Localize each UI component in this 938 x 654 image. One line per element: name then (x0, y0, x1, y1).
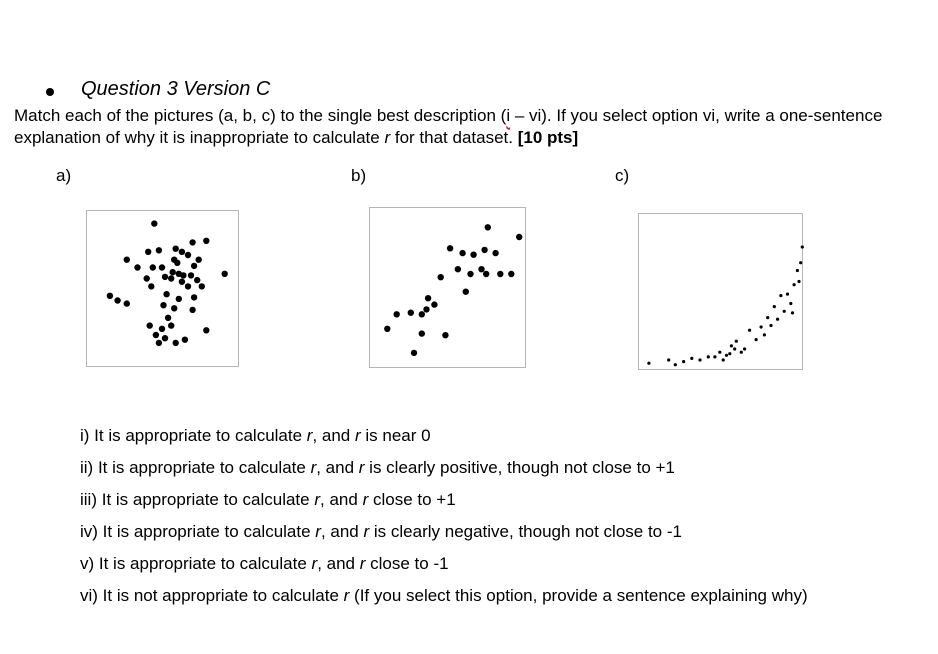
scatter-point (145, 249, 151, 255)
scatter-point (173, 340, 179, 346)
scatter-point (203, 238, 209, 244)
plot-c-label: c) (615, 166, 630, 185)
option-r: r (306, 426, 313, 445)
scatter-point (156, 247, 162, 253)
scatter-point (483, 271, 489, 277)
scatter-point (203, 327, 209, 333)
option-v (80, 552, 808, 584)
scatter-point (786, 293, 789, 296)
scatter-point (467, 271, 473, 277)
question-title: Question 3 Version C (81, 78, 271, 100)
scatter-point (199, 283, 205, 289)
scatter-point (182, 337, 188, 343)
option-i (80, 424, 808, 456)
instructions (14, 105, 914, 149)
scatter-point (713, 355, 716, 358)
option-text: close to -1 (365, 554, 449, 573)
scatter-point (144, 275, 150, 281)
bullet-point (46, 88, 54, 96)
scatter-point (508, 271, 514, 277)
scatter-point (791, 311, 794, 314)
scatter-point (485, 224, 491, 230)
scatter-point (185, 283, 191, 289)
scatter-point (755, 338, 758, 341)
scatter-point (419, 330, 425, 336)
scatter-point (168, 275, 174, 281)
scatter-point (153, 332, 159, 338)
option-iv (80, 520, 808, 552)
scatter-point (168, 322, 174, 328)
option-text: , and (320, 522, 364, 541)
scatter-point (730, 344, 733, 347)
scatter-point (438, 274, 444, 280)
scatter-point (423, 306, 429, 312)
scatter-point (779, 294, 782, 297)
scatter-point (196, 257, 202, 263)
scatter-point (188, 272, 194, 278)
option-text: vi) It is not appropriate to calculate (80, 586, 344, 605)
scatter-point (667, 358, 670, 361)
scatter-point (165, 315, 171, 321)
scatter-point (151, 220, 157, 226)
scatter-point (162, 274, 168, 280)
scatter-point (191, 263, 197, 269)
option-iii (80, 488, 808, 520)
option-text: close to +1 (368, 490, 456, 509)
scatter-point (107, 293, 113, 299)
plot-a-label: a) (56, 166, 72, 185)
instructions-roman-i: i (506, 106, 511, 125)
scatter-point (690, 357, 693, 360)
scatter-point (408, 310, 414, 316)
scatter-point (735, 340, 738, 343)
option-ii (80, 456, 808, 488)
scatter-point (773, 305, 776, 308)
option-vi (80, 584, 808, 616)
scatter-point (114, 297, 120, 303)
scatter-point (743, 347, 746, 350)
scatter-point (766, 316, 769, 319)
scatter-plot-b-svg (370, 208, 527, 369)
scatter-point (776, 318, 779, 321)
scatter-point (783, 310, 786, 313)
option-r: r (310, 458, 317, 477)
scatter-point (124, 257, 130, 263)
scatter-point (189, 307, 195, 313)
scatter-point (797, 280, 800, 283)
scatter-point (159, 264, 165, 270)
scatter-point (170, 269, 176, 275)
scatter-point (455, 266, 461, 272)
option-text: i) It is appropriate to calculate (80, 426, 307, 445)
scatter-point (760, 325, 763, 328)
scatter-point (179, 249, 185, 255)
scatter-point (799, 261, 802, 264)
scatter-point (134, 264, 140, 270)
scatter-point (159, 326, 165, 332)
scatter-point (160, 302, 166, 308)
option-r: r (311, 554, 318, 573)
scatter-point (478, 266, 484, 272)
option-text: ii) It is appropriate to calculate (80, 458, 311, 477)
option-r: r (315, 522, 321, 541)
scatter-point (431, 301, 437, 307)
scatter-point (725, 354, 728, 357)
option-text: v) It is appropriate to calculate (80, 554, 312, 573)
scatter-point (419, 311, 425, 317)
scatter-point (707, 355, 710, 358)
options-list (80, 424, 808, 616)
scatter-point (150, 264, 156, 270)
scatter-plot-c (638, 213, 803, 370)
scatter-point (425, 295, 431, 301)
scatter-point (411, 350, 417, 356)
instructions-text-2: – vi). If you select option vi, write a one-sentence explanation of why it is inappropriate to calculate (14, 106, 883, 147)
scatter-point (674, 363, 677, 366)
scatter-point (174, 260, 180, 266)
scatter-point (173, 246, 179, 252)
scatter-point (394, 311, 400, 317)
scatter-point (647, 362, 650, 365)
scatter-plot-a (86, 210, 239, 367)
scatter-point (162, 335, 168, 341)
scatter-point (698, 358, 701, 361)
option-text: , and (316, 458, 359, 477)
option-text: (If you select this option, provide a sentence explaining why) (349, 586, 808, 605)
scatter-point (459, 250, 465, 256)
scatter-point (793, 283, 796, 286)
option-text: iii) It is appropriate to calculate (80, 490, 315, 509)
scatter-point (147, 322, 153, 328)
scatter-point (171, 305, 177, 311)
option-r: r (362, 490, 369, 509)
scatter-point (722, 358, 725, 361)
scatter-point (516, 234, 522, 240)
instructions-r: r (384, 128, 391, 147)
scatter-point (769, 324, 772, 327)
scatter-point (801, 245, 804, 248)
scatter-point (191, 294, 197, 300)
option-r: r (358, 458, 365, 477)
scatter-point (492, 250, 498, 256)
option-text: , and (320, 490, 363, 509)
scatter-plot-b (369, 207, 526, 368)
scatter-point (740, 351, 743, 354)
scatter-point (796, 269, 799, 272)
option-text: iv) It is appropriate to calculate (80, 522, 316, 541)
scatter-point (124, 300, 130, 306)
option-text: is near 0 (360, 426, 431, 445)
scatter-point (497, 271, 503, 277)
scatter-point (682, 360, 685, 363)
scatter-point (384, 326, 390, 332)
plot-b-label: b) (351, 166, 367, 185)
scatter-point (222, 271, 228, 277)
scatter-point (185, 252, 191, 258)
scatter-plot-a-svg (87, 211, 240, 368)
option-text: , and (312, 426, 355, 445)
option-text: is clearly positive, though not close to +1 (364, 458, 675, 477)
scatter-point (733, 347, 736, 350)
scatter-point (447, 245, 453, 251)
scatter-plot-c-svg (639, 214, 804, 371)
option-text: is clearly negative, though not close to -1 (369, 522, 682, 541)
scatter-point (470, 252, 476, 258)
scatter-point (163, 291, 169, 297)
scatter-point (728, 352, 731, 355)
instructions-text-1: Match each of the pictures (a, b, c) to the single best description ( (14, 106, 507, 125)
scatter-point (156, 340, 162, 346)
scatter-point (194, 277, 200, 283)
scatter-point (148, 283, 154, 289)
scatter-point (481, 247, 487, 253)
scatter-point (189, 239, 195, 245)
option-r: r (363, 522, 370, 541)
option-r: r (359, 554, 366, 573)
scatter-point (763, 333, 766, 336)
scatter-point (463, 289, 469, 295)
points-label: [10 pts] (517, 128, 579, 147)
scatter-point (789, 302, 792, 305)
scatter-point (180, 272, 186, 278)
scatter-point (179, 279, 185, 285)
scatter-point (176, 296, 182, 302)
option-r: r (314, 490, 321, 509)
instructions-text-3: for that dataset. (390, 128, 518, 147)
scatter-point (748, 329, 751, 332)
option-r: r (343, 586, 350, 605)
scatter-point (718, 351, 721, 354)
option-text: , and (317, 554, 360, 573)
option-r: r (355, 426, 361, 445)
scatter-point (442, 332, 448, 338)
